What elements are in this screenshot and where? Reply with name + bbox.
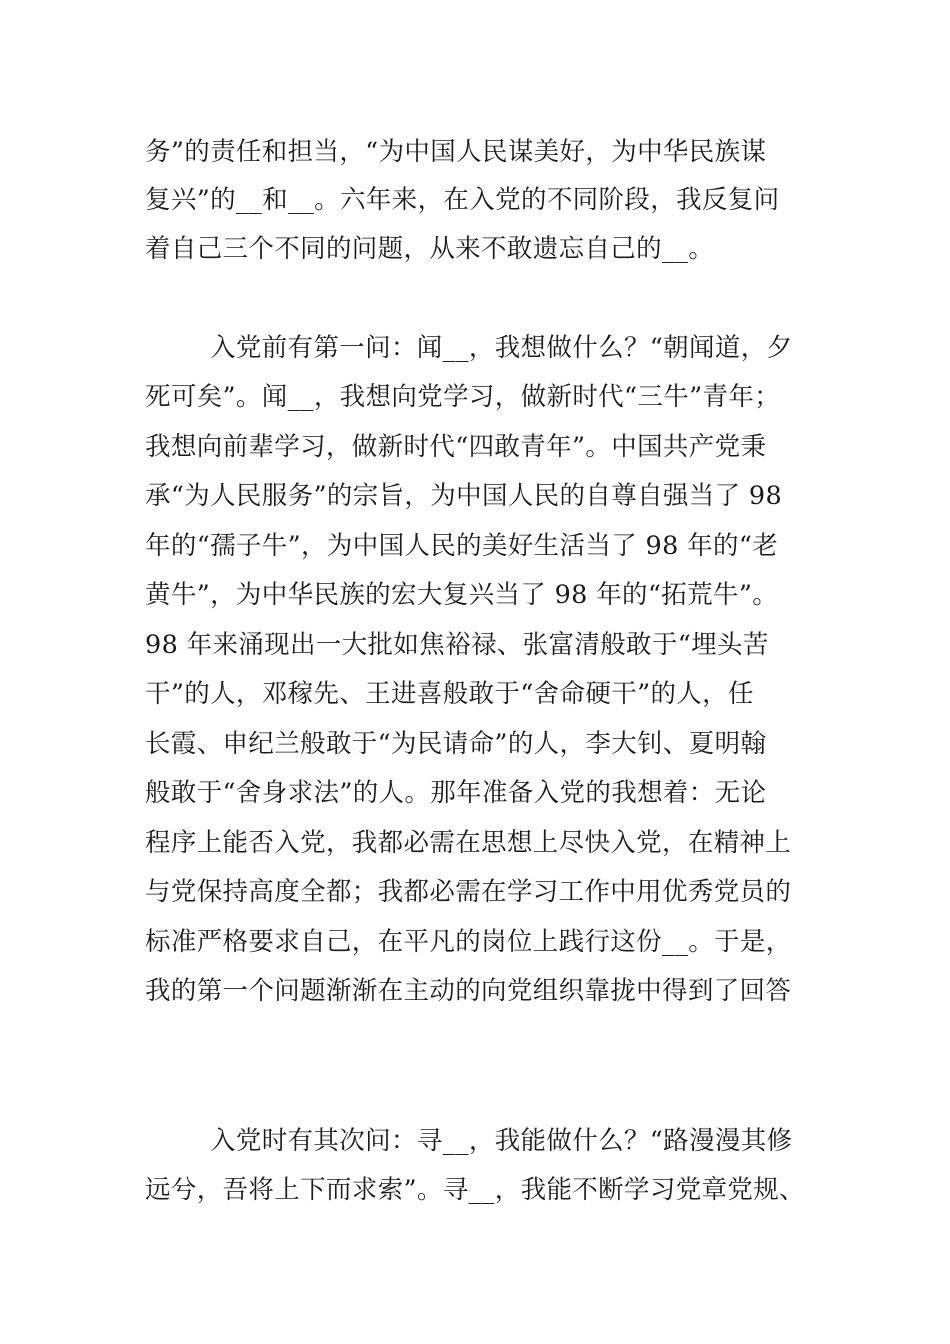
paragraph-first-line: 入党时有其次问：寻__，我能做什么？“路漫漫其修 xyxy=(210,1126,793,1156)
text-line: 务”的责任和担当，“为中国人民谋美好，为中华民族谋 xyxy=(145,137,767,167)
text-line: 长霞、申纪兰般敢于“为民请命”的人，李大钊、夏明翰 xyxy=(145,729,767,759)
text-line: 98 年来涌现出一大批如焦裕禄、张富清般敢于“埋头苦 xyxy=(145,630,769,660)
text-line: 死可矣”。闻__，我想向党学习，做新时代“三牛”青年； xyxy=(145,382,781,412)
text-line: 复兴”的__和__。六年来，在入党的不同阶段，我反复问 xyxy=(145,185,780,215)
paragraph-first-line: 入党前有第一问：闻__，我想做什么？“朝闻道，夕 xyxy=(210,333,793,363)
text-line: 干”的人，邓稼先、王进喜般敢于“舍命硬干”的人，任 xyxy=(145,679,754,709)
text-line: 黄牛”，为中华民族的宏大复兴当了 98 年的“拓荒牛”。 xyxy=(145,580,779,610)
text-line: 我想向前辈学习，做新时代“四敢青年”。中国共产党秉 xyxy=(145,432,767,462)
text-line: 着自己三个不同的问题，从来不敢遗忘自己的__。 xyxy=(145,234,715,264)
text-line: 远兮，吾将上下而求索”。寻__，我能不断学习党章党规、 xyxy=(145,1175,805,1205)
text-line: 与党保持高度全都；我都必需在学习工作中用优秀党员的 xyxy=(145,877,792,907)
text-line: 承“为人民服务”的宗旨，为中国人民的自尊自强当了 98 xyxy=(145,481,783,511)
text-line: 般敢于“舍身求法”的人。那年准备入党的我想着：无论 xyxy=(145,778,767,808)
text-line: 程序上能否入党，我都必需在思想上尽快入党，在精神上 xyxy=(145,828,792,858)
text-line: 年的“孺子牛”，为中国人民的美好生活当了 98 年的“老 xyxy=(145,531,779,561)
text-line: 我的第一个问题渐渐在主动的向党组织靠拢中得到了回答 xyxy=(145,976,792,1006)
text-line: 标准严格要求自己，在平凡的岗位上践行这份__。于是， xyxy=(145,927,792,957)
